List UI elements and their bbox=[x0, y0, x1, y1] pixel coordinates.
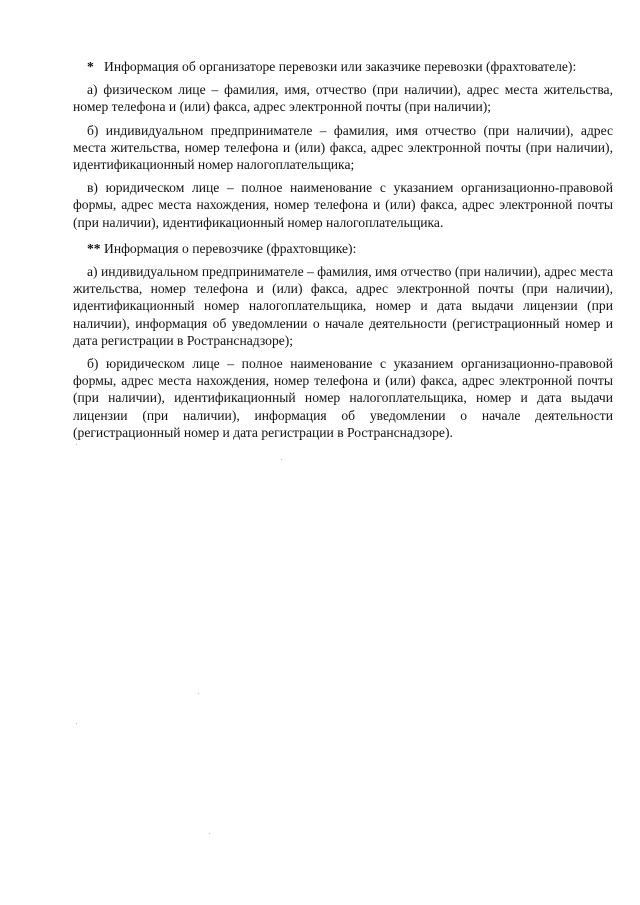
carrier-section-heading bbox=[73, 240, 613, 257]
scan-speck bbox=[76, 723, 77, 724]
customer-item-legal-entity: в) юридическом лице – полное наименование с указанием организационно-правовой формы, адрес места нахождения, номер телефона и (или) факса, адрес электронной почты (при наличии), идентификационный номер налогоплательщика. bbox=[73, 180, 613, 230]
customer-section-heading bbox=[73, 58, 613, 75]
carrier-item-entrepreneur: а) индивидуальном предпринимателе – фамилия, имя отчество (при наличии), адрес места жительства, номер телефона и (или) факса, адрес электронной почты (при наличии), идентификационный номер налогоплательщика, номер и дата выдачи лицензии (при наличии), информация об уведомлении о начале деятельности (регистрационный номер и дата регистрации в Ространснадзоре); bbox=[73, 264, 613, 348]
scan-speck bbox=[198, 693, 199, 694]
customer-item-entrepreneur: б) индивидуальном предпринимателе – фамилия, имя отчество (при наличии), адрес места жительства, номер телефона и (или) факса, адрес электронной почты (при наличии), идентификационный номер налогоплательщика; bbox=[73, 122, 613, 173]
footnote-marker-single: * bbox=[87, 59, 94, 74]
scan-speck bbox=[281, 459, 282, 460]
scan-speck bbox=[76, 444, 77, 445]
carrier-heading-text: Информация о перевозчике (фрахтовщике): bbox=[104, 240, 357, 256]
document-page bbox=[73, 58, 613, 441]
carrier-item-legal-entity: б) юридическом лице – полное наименование с указанием организационно-правовой формы, адрес места нахождения, номер телефона и (или) факса, адрес электронной почты (при наличии), идентификационный номер налогоплательщика, номер и дата выдачи лицензии (при наличии), информация об уведомлении о начале деятельности (регистрационный номер и дата регистрации в Ространснадзоре). bbox=[73, 356, 613, 440]
scan-speck bbox=[209, 833, 210, 834]
customer-item-individual: а) физическом лице – фамилия, имя, отчество (при наличии), адрес места жительства, номер телефона и (или) факса, адрес электронной почты (при наличии); bbox=[73, 82, 613, 115]
footnote-marker-double: ** bbox=[87, 240, 101, 256]
customer-heading-text: Информация об организаторе перевозки или заказчике перевозки (фрахтователе): bbox=[104, 59, 577, 74]
